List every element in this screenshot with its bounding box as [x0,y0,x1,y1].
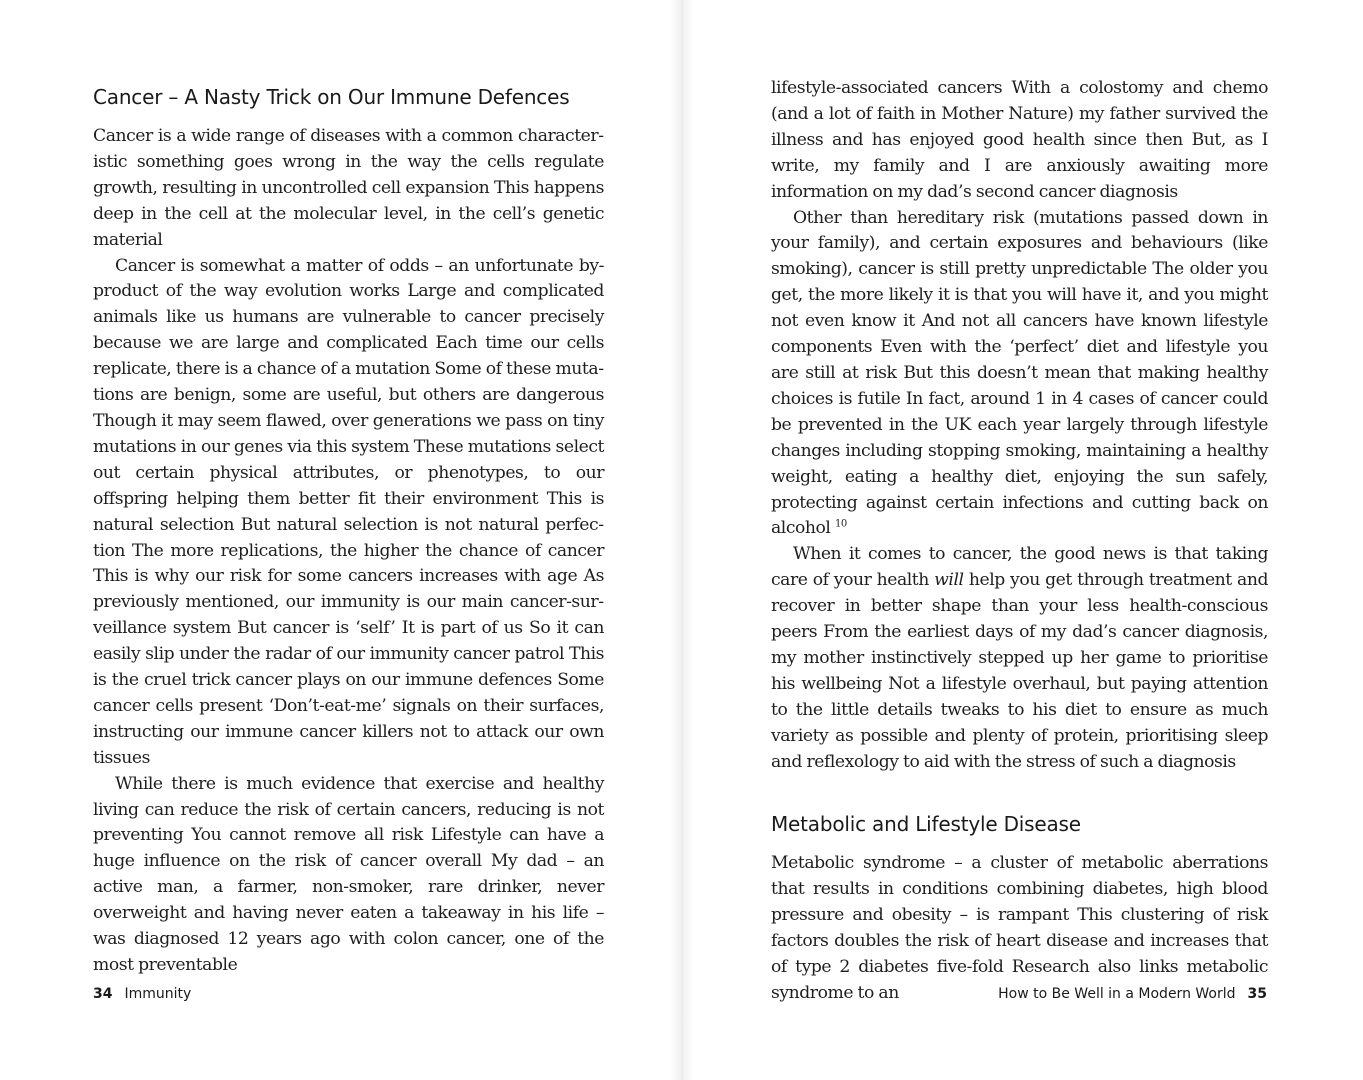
paragraph-text: When it comes to cancer, the good news is that taking care of your health [771,544,1268,591]
paragraph-text: help you get through treatment and recover in better shape than your less health-conscious peers From the earliest days of my dad’s cancer diagnosis, my mother instinctively stepped up her game to prioritise his wellbeing Not a lifestyle overhaul, but paying attention to the little details tweaks to his diet to ensure as much variety as possible and plenty of protein, prioritising sleep and reflexology to aid with the stress of such a diagnosis [771,570,1268,772]
paragraph: Metabolic syndrome – a cluster of metabolic aberrations that results in conditions combining diabetes, high blood pressure and obesity – is rampant This clustering of risk factors doubles the risk of heart disease and increases that of type 2 diabetes five-fold Research also links metabolic syndrome to an [771,853,1268,1003]
footnote-marker: 10 [835,518,847,530]
section-spacer [771,775,1268,811]
left-page-footer [93,986,191,1002]
paragraph: Cancer is somewhat a matter of odds – an unfortunate by-product of the way evolution works Large and complicated animals like us humans are vulnerable to cancer precisely because we are large and complicated Each time our cells replicate, there is a chance of a mutation Some of these mutations are benign, some are useful, but others are dangerous Though it may seem flawed, over generations we pass on tiny mutations in our genes via this system These mutations select out certain physical attributes, or phenotypes, to our offspring helping them better fit their environment This is natural selection But natural selection is not natural perfection The more replications, the higher the chance of cancer This is why our risk for some cancers increases with age As previously mentioned, our immunity is our main cancer-surveillance system But cancer is ‘self’ It is part of us So it can easily slip under the radar of our immunity cancer patrol This is the cruel trick cancer plays on our immune defences Some cancer cells present ‘Don’t-eat-me’ signals on their surfaces, instructing our immune cancer killers not to attack our own tissues [93,255,604,768]
paragraph-text: Other than hereditary risk (mutations passed down in your family), and certain exposures and behaviours (like smoking), cancer is still pretty unpredictable The older you get, the more likely it is that you will have it, and you might not even know it And not all cancers have known lifestyle components Even with the ‘perfect’ diet and lifestyle you are still at risk But this doesn’t mean that making healthy choices is futile In fact, around 1 in 4 cases of cancer could be prevented in the UK each year largely through lifestyle changes including stopping smoking, maintaining a healthy weight, eating a healthy diet, enjoying the sun safely, protecting against certain infections and cutting back on alcohol [771,207,1268,539]
section-heading-cancer: Cancer – A Nasty Trick on Our Immune Defences [93,85,570,109]
paragraph [771,542,1268,775]
running-footer-title: How to Be Well in a Modern World [998,986,1236,1002]
running-footer-title: Immunity [124,986,192,1002]
paragraph [771,206,1268,543]
page-number: 35 [1247,986,1267,1002]
right-page [682,0,1363,1080]
paragraph: lifestyle-associated cancers With a colostomy and chemo (and a lot of faith in Mother Nature) my father survived the illness and has enjoyed good health since then But, as I write, my family and I are anxiously awaiting more information on my dad’s second cancer diagnosis [771,78,1268,202]
right-page-footer [998,986,1267,1002]
page-number: 34 [93,986,113,1002]
right-text-column [771,76,1268,1007]
paragraph: While there is much evidence that exercise and healthy living can reduce the risk of certain cancers, reducing is not preventing You cannot remove all risk Lifestyle can have a huge influence on the risk of cancer overall My dad – an active man, a farmer, non-smoker, rare drinker, never overweight and having never eaten a takeaway in his life – was diagnosed 12 years ago with colon cancer, one of the most preventable [93,773,604,975]
section-heading-metabolic: Metabolic and Lifestyle Disease [771,812,1081,837]
left-text-column [93,84,604,979]
paragraph: Cancer is a wide range of diseases with a common characteristic something goes wrong in the way the cells regulate growth, resulting in uncontrolled cell expansion This happens deep in the cell at the molecular level, in the cell’s genetic material [93,126,604,250]
emphasis: will [934,570,964,591]
